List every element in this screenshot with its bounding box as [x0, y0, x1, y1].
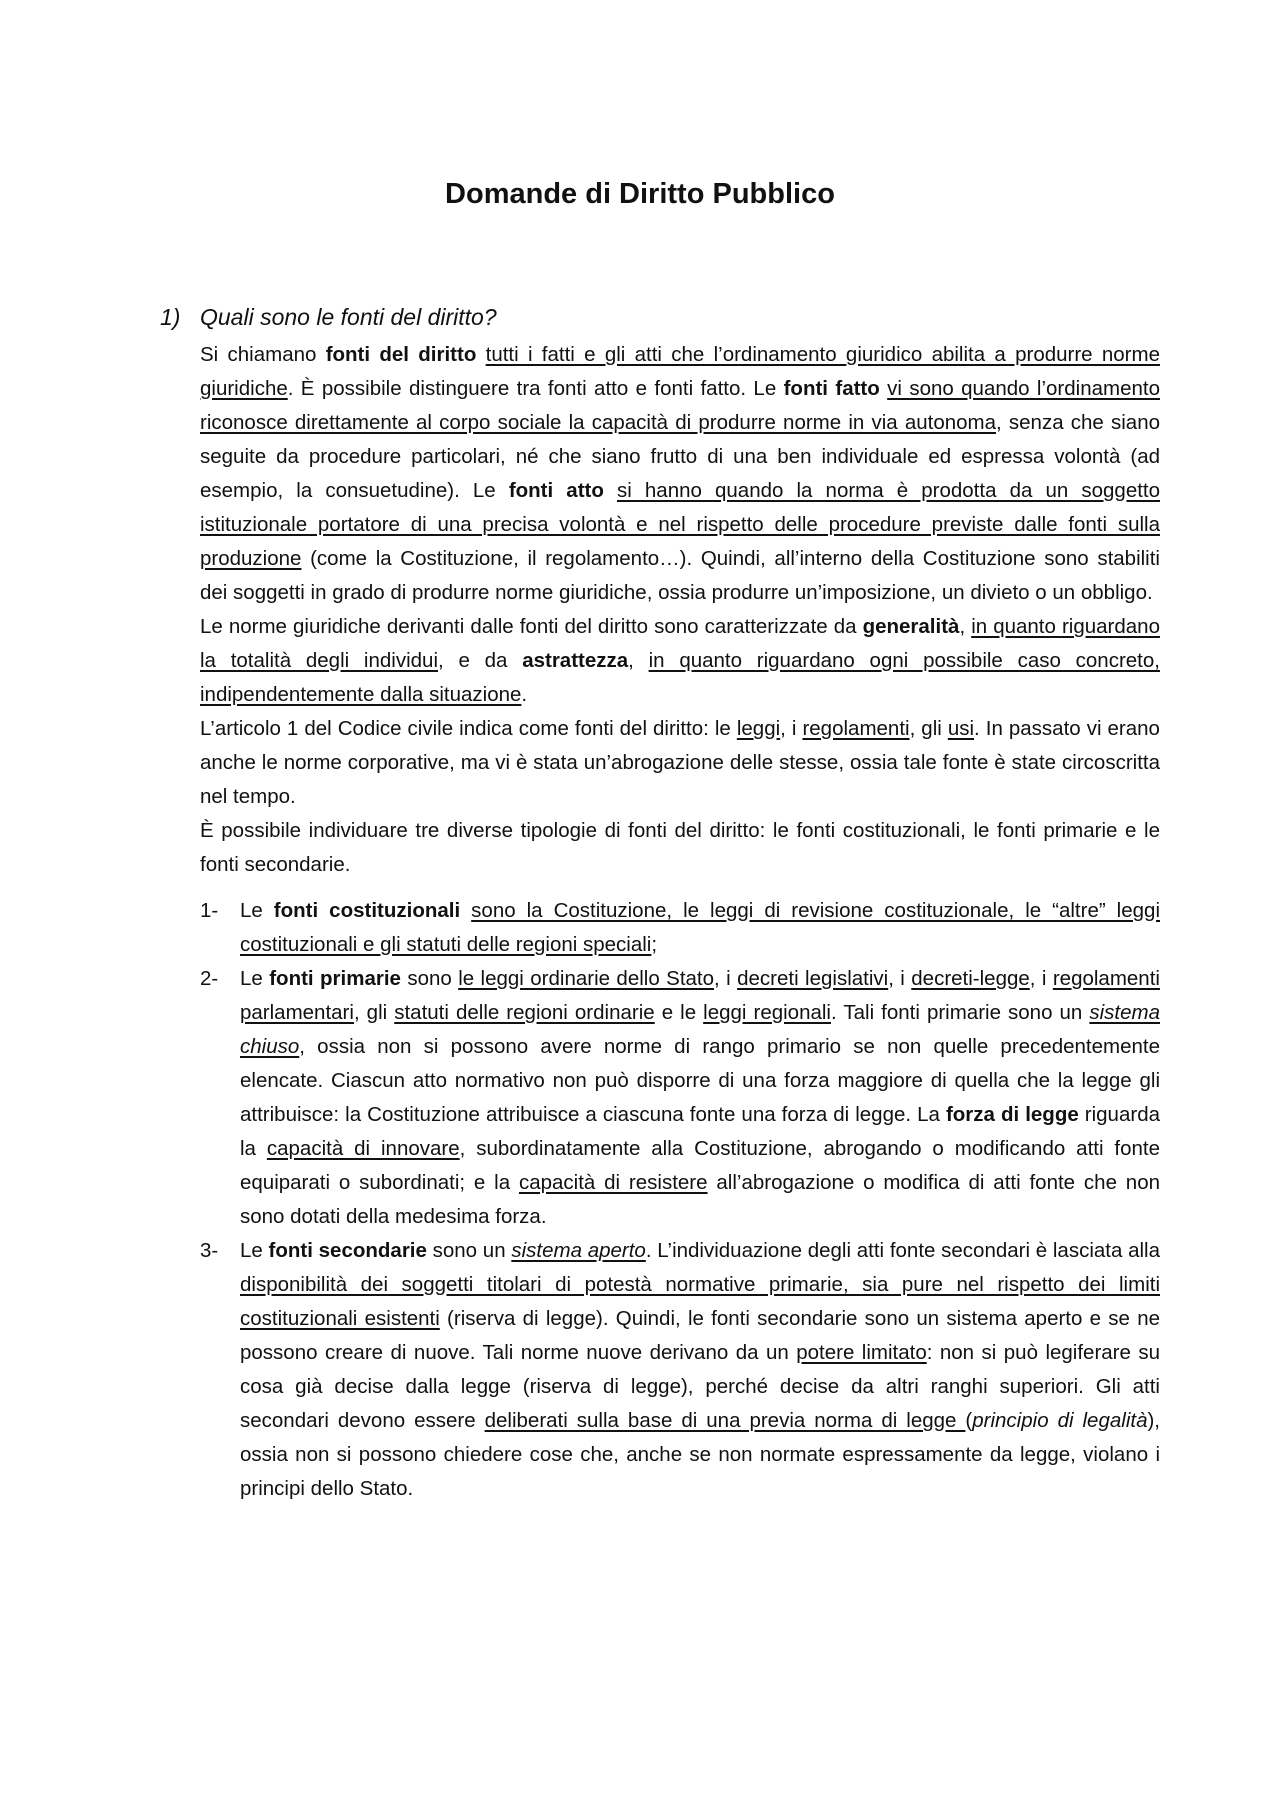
bold-term: fonti primarie — [269, 967, 401, 990]
bold-term: fonti fatto — [783, 377, 880, 400]
text-run: , ossia non si possono avere norme di rango primario se non quelle precedentemente elencate. Ciascun atto normativo non può disporre di una forza maggiore di quella che la legge gli attribuisce: la Costituzione attribuisce a ciascuna fonte una forza di legge. La — [240, 1035, 1160, 1126]
text-run: e le — [654, 1001, 704, 1024]
text-run — [604, 479, 617, 502]
list-item-fonti-secondarie — [200, 1234, 1160, 1506]
text-run: all’abrogazione o modifica di atti fonte che non sono dotati della medesima forza. — [240, 1171, 1161, 1228]
text-run: (come la Costituzione, il regolamento…). Quindi, all’interno della Costituzione sono stabiliti dei soggetti in grado di produrre norme giuridiche, ossia produrre un’imposizione, un divieto o un obbligo. — [200, 547, 1160, 604]
bold-term: fonti del diritto — [325, 343, 477, 366]
text-run: L’articolo 1 del Codice civile indica come fonti del diritto: le — [200, 717, 737, 740]
bold-term: fonti costituzionali — [273, 899, 461, 922]
underlined-text: capacità di innovare — [266, 1137, 460, 1160]
underlined-italic-text: sistema aperto — [511, 1239, 646, 1262]
underlined-text: capacità di resistere — [518, 1171, 708, 1194]
underlined-text: regolamenti — [802, 717, 910, 740]
text-run: , senza che siano seguite da procedure particolari, né che siano frutto di una ben individuale ed espressa volontà (ad esempio, la consuetudine). Le — [200, 411, 1161, 502]
text-run: , — [959, 615, 972, 638]
text-run: , — [628, 649, 649, 672]
paragraph-definition — [200, 338, 1160, 610]
text-run: (riserva di legge). Quindi, le fonti secondarie sono un sistema aperto e se ne possono creare di nuove. Tali norme nuove derivano da un — [240, 1307, 1160, 1364]
list-marker: 3- — [200, 1239, 219, 1262]
text-run: , gli — [909, 717, 948, 740]
bold-term: generalità — [862, 615, 960, 638]
question-number: 1) — [160, 304, 181, 330]
bold-term: fonti atto — [508, 479, 604, 502]
list-marker: 1- — [200, 899, 219, 922]
text-run — [476, 343, 485, 366]
question-text: Quali sono le fonti del diritto? — [200, 304, 497, 330]
text-run: Le norme giuridiche derivanti dalle fonti del diritto sono caratterizzate da — [200, 615, 863, 638]
text-run: , gli — [353, 1001, 395, 1024]
list-item-fonti-primarie — [200, 962, 1160, 1234]
text-run: , e da — [438, 649, 523, 672]
text-run: Le — [240, 899, 274, 922]
text-run: . — [521, 683, 528, 706]
list-marker: 2- — [200, 967, 219, 990]
text-run: ), ossia non si possono chiedere cose che, anche se non normate espressamente da legge, violano i principi dello Stato. — [240, 1409, 1160, 1500]
underlined-text: le leggi ordinarie dello Stato — [458, 967, 715, 990]
underlined-text: sono la Costituzione, le leggi di revisione costituzionale, le “altre” leggi costituzionali e gli statuti delle regioni speciali — [240, 899, 1160, 956]
bold-term: astrattezza — [522, 649, 629, 672]
bold-term: fonti secondarie — [268, 1239, 427, 1262]
answer-body — [200, 338, 1160, 1506]
italic-text: principio di legalità — [972, 1409, 1148, 1432]
text-run: . L’individuazione degli atti fonte secondari è lasciata alla — [645, 1239, 1161, 1262]
underlined-text: deliberati sulla base di una previa norma di legge — [484, 1409, 966, 1432]
text-run: , i — [714, 967, 738, 990]
text-run: Le — [240, 1239, 269, 1262]
document-title: Domande di Diritto Pubblico — [445, 178, 835, 210]
text-run: riguarda la — [240, 1103, 1160, 1160]
paragraph-characteristics — [200, 610, 1160, 712]
text-run: ; — [651, 933, 658, 956]
text-run: , i — [1029, 967, 1053, 990]
text-run: Le — [240, 967, 270, 990]
underlined-text: statuti delle regioni ordinarie — [394, 1001, 655, 1024]
underlined-text: decreti-legge — [911, 967, 1030, 990]
text-run — [460, 899, 471, 922]
text-run: . In passato vi erano anche le norme corporative, ma vi è stata un’abrogazione delle stesse, ossia tale fonte è state circoscritta nel tempo. — [200, 717, 1160, 808]
text-run: ( — [965, 1409, 973, 1432]
text-run: , i — [780, 717, 803, 740]
underlined-italic-text: sistema chiuso — [240, 1001, 1160, 1058]
bold-term: forza di legge — [945, 1103, 1079, 1126]
underlined-text: usi — [947, 717, 975, 740]
underlined-text: vi sono quando l’ordinamento riconosce direttamente al corpo sociale la capacità di produrre norme in via autonoma — [200, 377, 1160, 434]
text-run: , subordinatamente alla Costituzione, abrogando o modificando atti fonte equiparati o subordinati; e la — [240, 1137, 1161, 1194]
underlined-text: in quanto riguardano ogni possibile caso concreto, indipendentemente dalla situazione — [200, 649, 1160, 706]
underlined-text: decreti legislativi — [737, 967, 889, 990]
underlined-text: si hanno quando la norma è prodotta da un soggetto istituzionale portatore di una precisa volontà e nel rispetto delle procedure previste dalle fonti sulla produzione — [200, 479, 1161, 570]
underlined-text: regolamenti parlamentari — [240, 967, 1160, 1024]
text-run: , i — [888, 967, 912, 990]
text-run: Si chiamano — [200, 343, 326, 366]
text-run: : non si può legiferare su cosa già decise dalla legge (riserva di legge), perché decise da altri ranghi superiori. Gli atti secondari devono essere — [240, 1341, 1161, 1432]
underlined-text: leggi regionali — [703, 1001, 831, 1024]
sources-list — [200, 894, 1160, 1506]
text-run: . Tali fonti primarie sono un — [831, 1001, 1090, 1024]
underlined-text: potere limitato — [796, 1341, 927, 1364]
paragraph-tipologie: È possibile individuare tre diverse tipologie di fonti del diritto: le fonti costituzionali, le fonti primarie e le fonti secondarie. — [200, 819, 1160, 876]
list-item-fonti-costituzionali — [200, 894, 1160, 962]
text-run: sono — [400, 967, 459, 990]
underlined-text: leggi — [736, 717, 781, 740]
text-run: . È possibile distinguere tra fonti atto e fonti fatto. Le — [287, 377, 784, 400]
paragraph-codice-civile — [200, 712, 1160, 814]
underlined-text: in quanto riguardano la totalità degli individui — [200, 615, 1160, 672]
text-run: sono un — [426, 1239, 512, 1262]
question-heading — [160, 304, 1160, 331]
underlined-text: disponibilità dei soggetti titolari di potestà normative primarie, sia pure nel rispetto dei limiti costituzionali esistenti — [240, 1273, 1160, 1330]
underlined-text: tutti i fatti e gli atti che l’ordinamento giuridico abilita a produrre norme giuridiche — [200, 343, 1160, 400]
